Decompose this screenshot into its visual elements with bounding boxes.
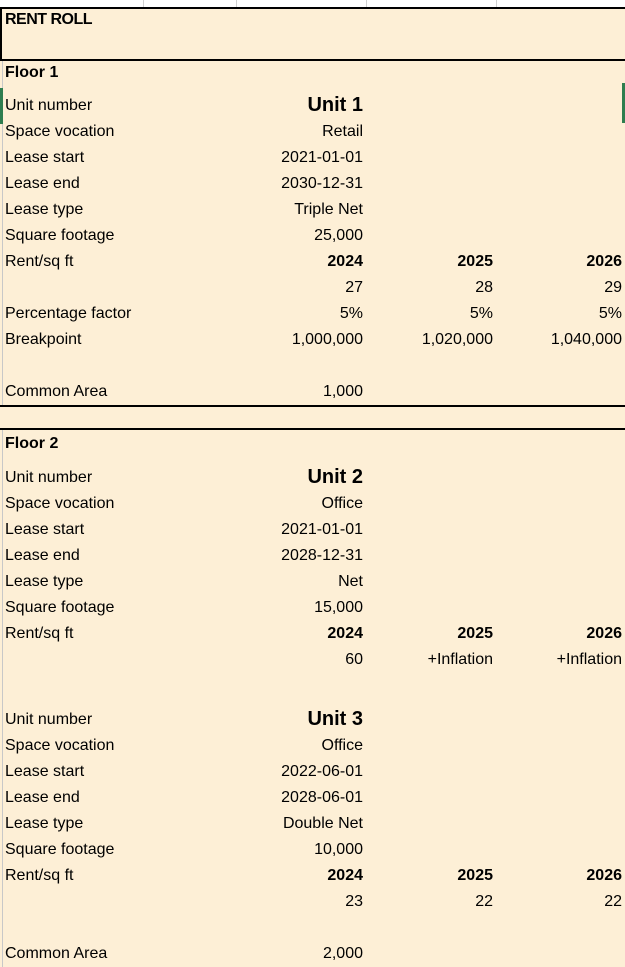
lease-type-label: Lease type bbox=[5, 815, 84, 832]
unit-number-label: Unit number bbox=[5, 469, 93, 486]
title-row[interactable] bbox=[0, 7, 625, 33]
percentage-factor-label: Percentage factor bbox=[5, 305, 132, 322]
common-area-label: Common Area bbox=[5, 945, 108, 962]
unit1-years-row[interactable] bbox=[0, 249, 625, 275]
unit1-space: Retail bbox=[322, 123, 363, 140]
unit1-sqft-row[interactable] bbox=[0, 223, 625, 249]
unit1-number-row[interactable] bbox=[0, 93, 625, 119]
unit2-sqft: 15,000 bbox=[314, 599, 363, 616]
unit2-lease-type: Net bbox=[338, 573, 363, 590]
unit1-lease-type: Triple Net bbox=[294, 201, 363, 218]
floor2-common-area: 2,000 bbox=[322, 945, 363, 962]
floor1-title: Floor 1 bbox=[5, 64, 59, 81]
unit2-rent-row[interactable] bbox=[0, 647, 625, 673]
unit1-rent-row[interactable] bbox=[0, 275, 625, 301]
unit2-space-row[interactable] bbox=[0, 491, 625, 517]
year-cell: 2026 bbox=[586, 625, 622, 642]
year-cell: 2026 bbox=[586, 253, 622, 270]
unit3-space-row[interactable] bbox=[0, 733, 625, 759]
year-cell: 2024 bbox=[327, 253, 363, 270]
rent-cell: 22 bbox=[604, 893, 622, 910]
square-footage-label: Square footage bbox=[5, 227, 115, 244]
space-vocation-label: Space vocation bbox=[5, 495, 115, 512]
unit3-lease-end: 2028-06-01 bbox=[281, 789, 363, 806]
unit3-lease-type: Double Net bbox=[282, 815, 363, 832]
year-cell: 2025 bbox=[457, 625, 493, 642]
unit1-breakpoint-row[interactable] bbox=[0, 327, 625, 353]
unit3-sqft-row[interactable] bbox=[0, 837, 625, 863]
unit1-type-row[interactable] bbox=[0, 197, 625, 223]
rent-cell: 23 bbox=[345, 893, 363, 910]
unit2-type-row[interactable] bbox=[0, 569, 625, 595]
year-cell: 2024 bbox=[327, 625, 363, 642]
pct-cell: 5% bbox=[339, 305, 363, 322]
pct-cell: 5% bbox=[598, 305, 622, 322]
unit-number-label: Unit number bbox=[5, 97, 93, 114]
square-footage-label: Square footage bbox=[5, 841, 115, 858]
unit1-space-row[interactable] bbox=[0, 119, 625, 145]
floor2-header-row[interactable] bbox=[0, 431, 625, 457]
floor1-common-area-row[interactable] bbox=[0, 379, 625, 405]
year-cell: 2025 bbox=[457, 867, 493, 884]
year-cell: 2026 bbox=[586, 867, 622, 884]
lease-end-label: Lease end bbox=[5, 175, 80, 192]
year-cell: 2025 bbox=[457, 253, 493, 270]
lease-start-label: Lease start bbox=[5, 521, 85, 538]
rent-cell: +Inflation bbox=[427, 651, 493, 668]
floor2-common-area-row[interactable] bbox=[0, 941, 625, 967]
pct-cell: 5% bbox=[469, 305, 493, 322]
rent-cell: 22 bbox=[475, 893, 493, 910]
unit3-sqft: 10,000 bbox=[314, 841, 363, 858]
rent-cell: +Inflation bbox=[556, 651, 622, 668]
border-floor1-end bbox=[0, 405, 625, 407]
rent-cell: 29 bbox=[604, 279, 622, 296]
floor1-common-area: 1,000 bbox=[322, 383, 363, 400]
unit2-years-row[interactable] bbox=[0, 621, 625, 647]
unit3-start-row[interactable] bbox=[0, 759, 625, 785]
unit3-number-row[interactable] bbox=[0, 707, 625, 733]
unit1-sqft: 25,000 bbox=[314, 227, 363, 244]
unit3-type-row[interactable] bbox=[0, 811, 625, 837]
unit1-start-row[interactable] bbox=[0, 145, 625, 171]
unit1-pct-row[interactable] bbox=[0, 301, 625, 327]
lease-type-label: Lease type bbox=[5, 201, 84, 218]
unit1-name: Unit 1 bbox=[307, 94, 363, 116]
unit2-space: Office bbox=[321, 495, 363, 512]
border-floor2 bbox=[0, 428, 625, 430]
unit2-start-row[interactable] bbox=[0, 517, 625, 543]
common-area-label: Common Area bbox=[5, 383, 108, 400]
unit1-lease-end: 2030-12-31 bbox=[281, 175, 363, 192]
lease-start-label: Lease start bbox=[5, 763, 85, 780]
lease-end-label: Lease end bbox=[5, 789, 80, 806]
breakpoint-cell: 1,000,000 bbox=[291, 331, 363, 348]
breakpoint-label: Breakpoint bbox=[5, 331, 82, 348]
unit3-rent-row[interactable] bbox=[0, 889, 625, 915]
space-vocation-label: Space vocation bbox=[5, 123, 115, 140]
rent-sqft-label: Rent/sq ft bbox=[5, 625, 74, 642]
lease-end-label: Lease end bbox=[5, 547, 80, 564]
breakpoint-cell: 1,040,000 bbox=[550, 331, 622, 348]
lease-type-label: Lease type bbox=[5, 573, 84, 590]
rent-cell: 60 bbox=[345, 651, 363, 668]
unit2-lease-start: 2021-01-01 bbox=[281, 521, 363, 538]
breakpoint-cell: 1,020,000 bbox=[421, 331, 493, 348]
floor2-title: Floor 2 bbox=[5, 435, 59, 452]
sheet-title: RENT ROLL bbox=[5, 11, 93, 28]
unit3-space: Office bbox=[321, 737, 363, 754]
unit-number-label: Unit number bbox=[5, 711, 93, 728]
unit2-sqft-row[interactable] bbox=[0, 595, 625, 621]
square-footage-label: Square footage bbox=[5, 599, 115, 616]
rent-cell: 28 bbox=[475, 279, 493, 296]
unit3-end-row[interactable] bbox=[0, 785, 625, 811]
lease-start-label: Lease start bbox=[5, 149, 85, 166]
floor1-header-row[interactable] bbox=[0, 60, 625, 86]
unit2-end-row[interactable] bbox=[0, 543, 625, 569]
rent-sqft-label: Rent/sq ft bbox=[5, 867, 74, 884]
unit3-lease-start: 2022-06-01 bbox=[281, 763, 363, 780]
unit1-lease-start: 2021-01-01 bbox=[281, 149, 363, 166]
year-cell: 2024 bbox=[327, 867, 363, 884]
rent-cell: 27 bbox=[345, 279, 363, 296]
space-vocation-label: Space vocation bbox=[5, 737, 115, 754]
unit3-name: Unit 3 bbox=[307, 708, 363, 730]
unit2-lease-end: 2028-12-31 bbox=[281, 547, 363, 564]
unit2-name: Unit 2 bbox=[307, 466, 363, 488]
unit1-end-row[interactable] bbox=[0, 171, 625, 197]
unit2-number-row[interactable] bbox=[0, 465, 625, 491]
rent-sqft-label: Rent/sq ft bbox=[5, 253, 74, 270]
unit3-years-row[interactable] bbox=[0, 863, 625, 889]
